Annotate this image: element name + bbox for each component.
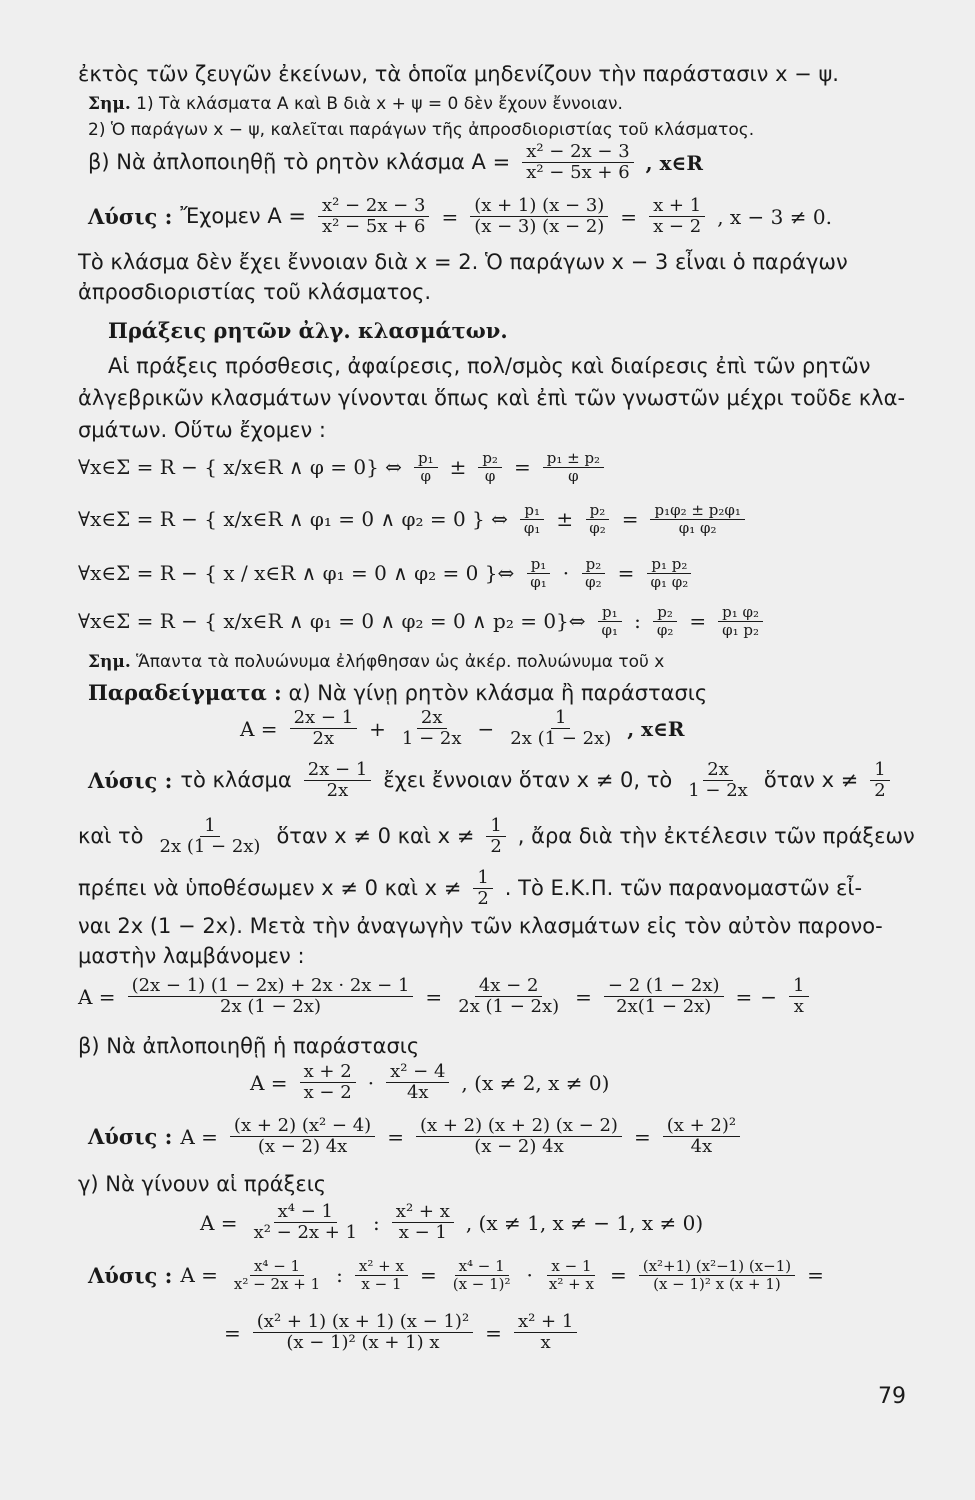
denominator: 1 − 2x xyxy=(401,728,462,750)
text: καὶ τὸ xyxy=(78,824,144,849)
numerator: x + 2 xyxy=(300,1062,356,1083)
denominator: 2x xyxy=(326,780,349,802)
numerator: (x² + 1) (x + 1) (x − 1)² xyxy=(253,1312,473,1333)
rule-lead: ∀x∈Σ = R − { x/x∈R ∧ φ₁ = 0 ∧ φ₂ = 0 } ⇔ xyxy=(78,507,508,532)
fraction xyxy=(650,502,744,537)
fraction xyxy=(526,556,551,591)
equals: = xyxy=(513,455,531,480)
condition-text: , (x ≠ 2, x ≠ 0) xyxy=(461,1070,610,1095)
text: τὸ κλάσμα xyxy=(180,768,292,793)
numerator: p₁ xyxy=(527,556,551,574)
example-a-line2 xyxy=(78,815,915,858)
text-line: Τὸ κλάσμα δὲν ἔχει ἔννοιαν διὰ x = 2. Ὁ παράγων x − 3 εἶναι ὁ παράγων xyxy=(78,250,848,274)
equals: = xyxy=(621,507,639,532)
solution-label: Λύσις : xyxy=(88,204,173,230)
numerator: 1 xyxy=(870,760,889,781)
section-heading: Πράξεις ρητῶν ἀλγ. κλασμάτων. xyxy=(108,318,508,343)
denominator: 2x xyxy=(312,728,335,750)
fraction xyxy=(789,976,808,1017)
fraction xyxy=(663,1116,740,1157)
fraction xyxy=(684,760,752,801)
example-prompt: β) Νὰ ἀπλοποιηθῇ ἡ παράστασις xyxy=(78,1034,420,1058)
lhs: A = xyxy=(250,1070,288,1095)
fraction xyxy=(355,1258,408,1293)
rule-lead: ∀x∈Σ = R − { x/x∈R ∧ φ₁ = 0 ∧ φ₂ = 0 ∧ p₂ = 0}⇔ xyxy=(78,609,586,634)
denominator: φ xyxy=(568,466,579,485)
numerator: 2x − 1 xyxy=(290,708,358,729)
numerator: (x + 2) (x + 2) (x − 2) xyxy=(416,1116,622,1137)
fraction xyxy=(128,976,414,1017)
text-line: Αἱ πράξεις πρόσθεσις, ἀφαίρεσις, πολ/σμὸς καὶ διαίρεσις ἐπὶ τῶν ρητῶν xyxy=(108,354,871,378)
denominator: x − 2 xyxy=(303,1082,352,1104)
text: ὅταν x ≠ 0 καὶ x ≠ xyxy=(276,824,475,849)
fraction xyxy=(300,1062,356,1103)
numerator: x + 1 xyxy=(649,196,705,217)
denominator: φ₁ xyxy=(530,572,547,591)
denominator: (x − 1)² x (x + 1) xyxy=(653,1274,781,1293)
numerator: p₂ xyxy=(478,450,502,468)
rule-lead: ∀x∈Σ = R − { x / x∈R ∧ φ₁ = 0 ∧ φ₂ = 0 }⇔ xyxy=(78,561,515,586)
note-line: 2) Ὁ παράγων x − ψ, καλεῖται παράγων τῆς ἀπροσδιοριστίας τοῦ κλάσματος. xyxy=(88,120,755,140)
numerator: 1 xyxy=(473,868,492,889)
text-line: μαστὴν λαμβάνομεν : xyxy=(78,944,305,968)
denominator: 2 xyxy=(490,836,502,858)
fraction xyxy=(250,1202,361,1243)
denominator: φ₁ p₂ xyxy=(722,620,760,639)
equals: = xyxy=(689,609,707,634)
note-text: Ἅπαντα τὰ πολυώνυμα ἐλήφθησαν ὡς ἀκέρ. πολυώνυμα τοῦ x xyxy=(136,652,665,672)
denominator: φ₁ xyxy=(601,620,619,639)
denominator: φ₁ xyxy=(523,518,541,537)
equals: = xyxy=(224,1320,241,1345)
examples-label: Παραδείγματα : xyxy=(88,680,282,705)
numerator: 4x − 2 xyxy=(475,976,543,997)
lhs: A = xyxy=(78,984,116,1009)
denominator: x xyxy=(540,1332,551,1354)
example-a-line3 xyxy=(78,868,905,909)
denominator: φ₂ xyxy=(585,572,602,591)
fraction xyxy=(156,816,265,857)
equals: = xyxy=(425,984,443,1009)
numerator: x⁴ − 1 xyxy=(274,1202,337,1223)
condition-text: , x − 3 ≠ 0. xyxy=(717,204,832,229)
note-label: Σημ. xyxy=(88,94,131,114)
denominator: 2x (1 − 2x) xyxy=(159,836,261,858)
fraction xyxy=(478,450,502,485)
operator: − xyxy=(477,716,495,741)
note-text: 1) Τὰ κλάσματα A καὶ B διὰ x + ψ = 0 δὲν ἔχουν ἔννοιαν. xyxy=(136,94,623,114)
denominator: φ₂ xyxy=(589,518,606,537)
equals: = xyxy=(419,1263,437,1288)
fraction xyxy=(486,816,505,857)
fraction xyxy=(514,1312,577,1353)
lhs: A = xyxy=(240,716,278,741)
fraction xyxy=(230,1258,324,1293)
numerator: p₂ xyxy=(653,604,677,622)
operator: · xyxy=(367,1070,375,1095)
fraction xyxy=(545,1258,598,1293)
solution-label: Λύσις : xyxy=(88,1124,173,1150)
page-number: 79 xyxy=(878,1384,906,1409)
operator: : xyxy=(336,1263,343,1288)
fraction xyxy=(649,196,705,237)
denominator: 2x (1 − 2x) xyxy=(220,996,321,1018)
denominator: x² + x xyxy=(548,1274,594,1293)
rule-lead: ∀x∈Σ = R − { x/x∈R ∧ φ = 0} ⇔ xyxy=(78,455,402,480)
fraction xyxy=(470,196,608,237)
example-c-solution xyxy=(88,1258,905,1293)
text-line: ἐκτὸς τῶν ζευγῶν ἐκείνων, τὰ ὁποῖα μηδενίζουν τὴν παράστασιν x − ψ. xyxy=(78,62,839,86)
text-line: σμάτων. Οὕτω ἔχομεν : xyxy=(78,418,326,442)
denominator: 4x xyxy=(406,1082,429,1104)
denominator: (x − 1)² (x + 1) x xyxy=(286,1332,440,1354)
condition-text: , (x ≠ 1, x ≠ − 1, x ≠ 0) xyxy=(465,1210,704,1235)
fraction xyxy=(416,1116,622,1157)
denominator: 4x xyxy=(690,1136,713,1158)
numerator: p₁ xyxy=(520,502,544,520)
numerator: p₁ φ₂ xyxy=(718,604,763,622)
fraction xyxy=(506,708,615,749)
text: ὅταν x ≠ xyxy=(763,768,859,793)
fraction xyxy=(398,708,466,749)
numerator: x² + x xyxy=(392,1202,454,1223)
domain-text: , x∈R xyxy=(645,150,703,175)
fraction xyxy=(653,604,678,639)
equals: = xyxy=(807,1263,824,1288)
examples-line xyxy=(88,680,905,706)
example-prompt: α) Νὰ γίνῃ ρητὸν κλάσμα ἢ παράστασις xyxy=(288,681,708,705)
fraction xyxy=(386,1062,449,1103)
denominator: φ xyxy=(484,466,496,485)
text-line: ἀλγεβρικῶν κλασμάτων γίνονται ὅπως καὶ ἐπὶ τῶν γνωστῶν μέχρι τοῦδε κλα- xyxy=(78,386,906,410)
example-c-expression xyxy=(200,1202,905,1243)
lhs: A = xyxy=(200,1210,238,1235)
operator: ± xyxy=(556,507,574,532)
denominator: 2x (1 − 2x) xyxy=(458,996,560,1018)
numerator: 2x xyxy=(703,760,733,781)
operator: · xyxy=(562,561,570,586)
equals: = xyxy=(735,984,753,1009)
fraction xyxy=(454,976,563,1017)
fraction xyxy=(520,502,545,537)
text: . Τὸ Ε.Κ.Π. τῶν παρανομαστῶν εἶ- xyxy=(504,876,863,901)
text: ἔχει ἔννοιαν ὅταν x ≠ 0, τὸ xyxy=(383,768,673,793)
fraction xyxy=(870,760,889,801)
lhs: A = xyxy=(180,1263,218,1288)
fraction xyxy=(585,502,610,537)
denominator: 1 − 2x xyxy=(688,780,748,802)
example-a-result xyxy=(78,976,905,1017)
denominator: (x − 3) (x − 2) xyxy=(474,216,605,238)
denominator: x² − 2x + 1 xyxy=(233,1274,321,1293)
denominator: 2 xyxy=(477,888,489,910)
exercise-beta1 xyxy=(88,142,905,183)
numerator: x⁴ − 1 xyxy=(455,1258,509,1276)
equals: = xyxy=(485,1320,502,1345)
numerator: p₁ ± p₂ xyxy=(543,450,604,468)
note-label: Σημ. xyxy=(88,652,131,672)
numerator: p₂ xyxy=(582,556,606,574)
note-line xyxy=(88,652,905,672)
numerator: x⁴ − 1 xyxy=(250,1258,304,1276)
example-a-expression xyxy=(240,708,905,749)
example-b-solution xyxy=(88,1116,905,1157)
fraction xyxy=(639,1258,795,1293)
numerator: 2x − 1 xyxy=(304,760,372,781)
denominator: φ₂ xyxy=(656,620,674,639)
denominator: x − 2 xyxy=(653,216,702,238)
fraction xyxy=(473,868,492,909)
fraction xyxy=(253,1312,473,1353)
denominator: x xyxy=(793,996,804,1018)
rule-multiplication xyxy=(78,556,905,591)
numerator: (x + 1) (x − 3) xyxy=(470,196,608,217)
equals: = xyxy=(617,561,635,586)
numerator: x² − 2x − 3 xyxy=(318,196,429,217)
exercise-prompt: β) Νὰ ἀπλοποιηθῇ τὸ ρητὸν κλάσμα A = xyxy=(88,150,511,175)
rule-addition-2 xyxy=(78,502,905,537)
example-a-solution xyxy=(88,760,905,801)
fraction xyxy=(598,604,623,639)
operator: : xyxy=(634,609,641,634)
text-line: ἀπροσδιοριστίας τοῦ κλάσματος. xyxy=(78,280,432,304)
lhs: A = xyxy=(180,1124,218,1149)
numerator: (x²+1) (x²−1) (x−1) xyxy=(639,1258,795,1276)
numerator: x² + 1 xyxy=(514,1312,577,1333)
equals: = xyxy=(575,984,592,1009)
rule-addition xyxy=(78,450,905,485)
denominator: φ xyxy=(420,466,431,485)
operator: · xyxy=(526,1263,533,1288)
numerator: 1 xyxy=(486,816,505,837)
solution-lead: Ἔχομεν A = xyxy=(180,204,306,229)
numerator: (x + 2)² xyxy=(663,1116,740,1137)
equals: = xyxy=(609,1263,627,1288)
numerator: x² − 4 xyxy=(386,1062,449,1083)
numerator: 1 xyxy=(200,816,219,837)
fraction xyxy=(581,556,606,591)
numerator: x² + x xyxy=(355,1258,408,1276)
denominator: x − 1 xyxy=(361,1274,402,1293)
equals: = xyxy=(387,1124,404,1149)
fraction xyxy=(290,708,358,749)
solution-1: Λύσις : Ἔχομεν A = $\frac{\text{x² − 2x − 3}}{\text{x² − 5x + 6}}$ = $\frac{(x + 1) (x - 3)}{(x - 3) (x - 2)}$ = $\frac{x + 1}{x - 2}$ , x − 3 ≠ 0. xyxy=(88,195,832,238)
fraction xyxy=(392,1202,454,1243)
note-line xyxy=(88,94,905,114)
fraction xyxy=(414,450,438,485)
denominator: 2 xyxy=(874,780,886,802)
text: πρέπει νὰ ὑποθέσωμεν x ≠ 0 καὶ x ≠ xyxy=(78,876,462,901)
numerator: (x + 2) (x² − 4) xyxy=(230,1116,375,1137)
denominator: x² − 5x + 6 xyxy=(321,216,426,238)
solution-label: Λύσις : xyxy=(88,1262,173,1288)
domain-text: , x∈R xyxy=(627,716,685,741)
fraction xyxy=(604,976,724,1017)
denominator: (x − 1)² xyxy=(452,1274,511,1293)
numerator: − 2 (1 − 2x) xyxy=(604,976,724,997)
minus: − xyxy=(760,984,778,1009)
fraction xyxy=(304,760,372,801)
denominator: 2x(1 − 2x) xyxy=(616,996,712,1018)
numerator: p₁ xyxy=(414,450,438,468)
equals: = xyxy=(633,1124,651,1149)
numerator: 2x xyxy=(417,708,447,729)
numerator: p₁ p₂ xyxy=(647,556,691,574)
numerator: (2x − 1) (1 − 2x) + 2x · 2x − 1 xyxy=(128,976,414,997)
numerator: x − 1 xyxy=(547,1258,595,1276)
fraction xyxy=(449,1258,515,1293)
fraction xyxy=(718,604,763,639)
operator: : xyxy=(373,1210,380,1235)
denominator: (x − 2) 4x xyxy=(474,1136,564,1158)
fraction xyxy=(646,556,692,591)
example-b-expression xyxy=(250,1062,905,1103)
denominator: x − 1 xyxy=(398,1222,447,1244)
denominator: (x − 2) 4x xyxy=(257,1136,348,1158)
fraction xyxy=(543,450,604,485)
denominator: 2x (1 − 2x) xyxy=(510,728,612,750)
text: , ἄρα διὰ τὴν ἐκτέλεσιν τῶν πράξεων xyxy=(517,824,915,849)
example-prompt: γ) Νὰ γίνουν αἱ πράξεις xyxy=(78,1172,327,1196)
numerator: 1 xyxy=(551,708,570,729)
fraction xyxy=(522,142,633,183)
example-c-result xyxy=(224,1312,905,1353)
operator: ± xyxy=(449,455,467,480)
numerator: p₁ xyxy=(598,604,622,622)
fraction xyxy=(230,1116,375,1157)
text-line: ναι 2x (1 − 2x). Μετὰ τὴν ἀναγωγὴν τῶν κλασμάτων εἰς τὸν αὐτὸν παρονο- xyxy=(78,914,883,938)
operator: + xyxy=(369,716,386,741)
numerator: p₂ xyxy=(586,502,610,520)
denominator: x² − 5x + 6 xyxy=(526,162,630,184)
numerator: 1 xyxy=(789,976,808,997)
numerator: x² − 2x − 3 xyxy=(522,142,633,163)
denominator: x² − 2x + 1 xyxy=(253,1222,358,1244)
solution-label: Λύσις : xyxy=(88,768,173,794)
fraction xyxy=(318,196,429,237)
denominator: φ₁ φ₂ xyxy=(650,572,689,591)
numerator: p₁φ₂ ± p₂φ₁ xyxy=(650,502,744,520)
rule-division xyxy=(78,604,905,639)
denominator: φ₁ φ₂ xyxy=(678,518,717,537)
